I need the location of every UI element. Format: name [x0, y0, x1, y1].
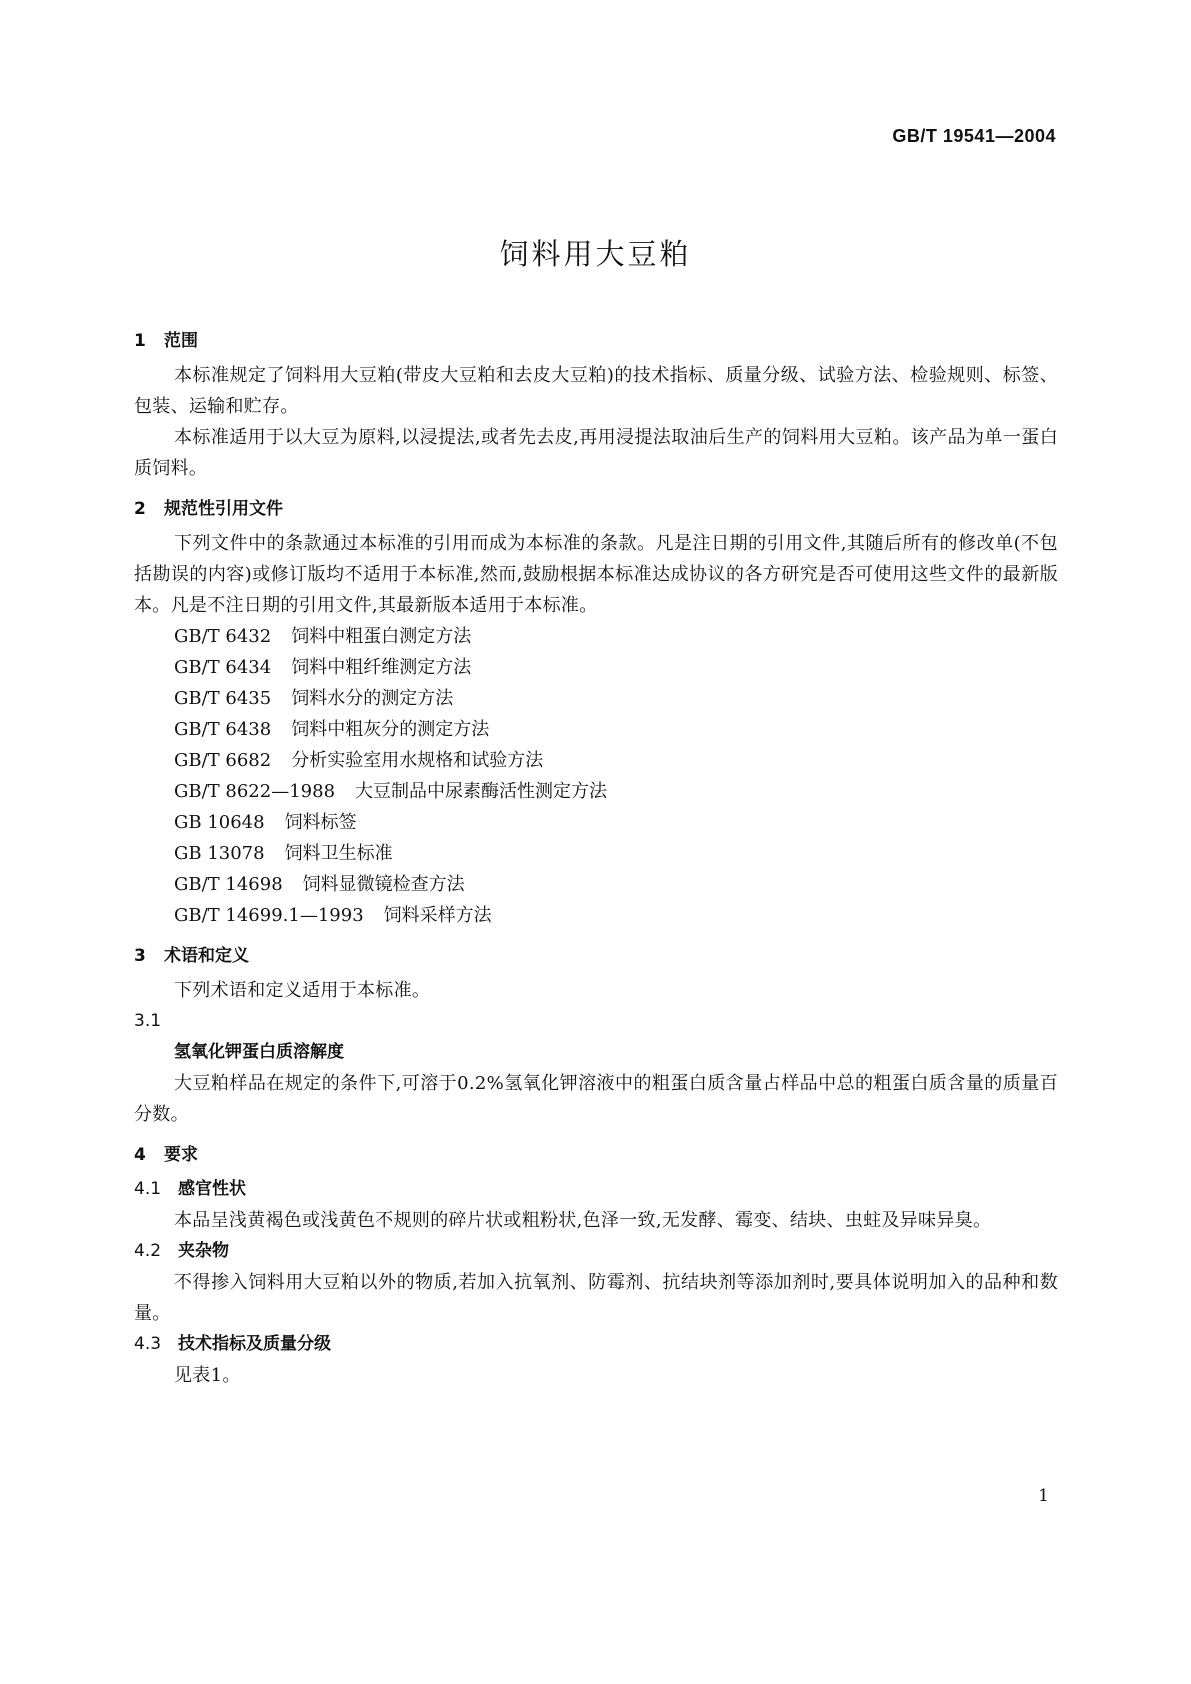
- subsection-title: 技术指标及质量分级: [178, 1334, 331, 1354]
- reference-code: GB/T 6434: [174, 657, 272, 678]
- reference-code: GB 10648: [174, 812, 265, 833]
- reference-item: [134, 683, 1058, 714]
- reference-code: GB/T 6438: [174, 719, 272, 740]
- reference-title: 饲料卫生标准: [284, 843, 393, 864]
- reference-code: GB/T 6432: [174, 626, 272, 647]
- section-number: 4: [134, 1145, 146, 1165]
- reference-title: 大豆制品中尿素酶活性测定方法: [355, 781, 608, 802]
- standard-code: GB/T 19541—2004: [892, 126, 1056, 146]
- section-1-heading: [134, 322, 1058, 360]
- reference-item: [134, 714, 1058, 745]
- reference-code: GB/T 14698: [174, 874, 283, 895]
- section-number: 2: [134, 499, 146, 519]
- term-definition: 大豆粕样品在规定的条件下,可溶于0.2%氢氧化钾溶液中的粗蛋白质含量占样品中总的粗蛋白质含量的质量百分数。: [134, 1073, 1058, 1125]
- reference-code: GB/T 6435: [174, 688, 272, 709]
- reference-title: 饲料标签: [284, 812, 357, 833]
- section-title: 规范性引用文件: [164, 499, 283, 519]
- reference-code: GB/T 8622—1988: [174, 781, 336, 802]
- subsection-number: 4.3: [134, 1334, 162, 1354]
- section-title: 要求: [164, 1145, 198, 1165]
- subsection-4-3-heading: [134, 1329, 1058, 1360]
- section-3-heading: [134, 937, 1058, 975]
- reference-title: 饲料显微镜检查方法: [302, 874, 465, 895]
- reference-title: 分析实验室用水规格和试验方法: [291, 750, 544, 771]
- reference-item: [134, 776, 1058, 807]
- reference-code: GB/T 14699.1—1993: [174, 905, 364, 926]
- subsection-number: 4.1: [134, 1179, 162, 1199]
- reference-title: 饲料中粗纤维测定方法: [291, 657, 472, 678]
- reference-code: GB 13078: [174, 843, 265, 864]
- document-body: [134, 322, 1058, 1391]
- paragraph: 下列文件中的条款通过本标准的引用而成为本标准的条款。凡是注日期的引用文件,其随后所有的修改单(不包括勘误的内容)或修订版均不适用于本标准,然而,鼓励根据本标准达成协议的各方研究是否可使用这些文件的最新版本。凡是不注日期的引用文件,其最新版本适用于本标准。: [134, 533, 1058, 616]
- subsection-4-2-heading: [134, 1236, 1058, 1267]
- section-2-heading: [134, 490, 1058, 528]
- subsection-number: 4.2: [134, 1241, 162, 1261]
- subsection-title: 感官性状: [178, 1179, 246, 1199]
- document-title: 饲料用大豆粕: [499, 237, 692, 271]
- term-name: 氢氧化钾蛋白质溶解度: [174, 1042, 344, 1062]
- reference-code: GB/T 6682: [174, 750, 272, 771]
- section-4-heading: [134, 1136, 1058, 1174]
- section-title: 范围: [164, 331, 198, 351]
- section-title: 术语和定义: [164, 946, 249, 966]
- paragraph: 下列术语和定义适用于本标准。: [174, 980, 431, 1001]
- paragraph: 见表1。: [174, 1365, 241, 1386]
- section-number: 1: [134, 331, 146, 351]
- section-number: 3: [134, 946, 146, 966]
- reference-title: 饲料中粗蛋白测定方法: [291, 626, 472, 647]
- reference-item: [134, 807, 1058, 838]
- paragraph: 本标准规定了饲料用大豆粕(带皮大豆粕和去皮大豆粕)的技术指标、质量分级、试验方法、检验规则、标签、包装、运输和贮存。: [134, 365, 1058, 417]
- paragraph: 不得掺入饲料用大豆粕以外的物质,若加入抗氧剂、防霉剂、抗结块剂等添加剂时,要具体说明加入的品种和数量。: [134, 1272, 1058, 1324]
- reference-item: [134, 838, 1058, 869]
- reference-item: [134, 900, 1058, 931]
- reference-title: 饲料水分的测定方法: [291, 688, 454, 709]
- page-number: 1: [1038, 1486, 1049, 1506]
- reference-item: [134, 745, 1058, 776]
- reference-title: 饲料采样方法: [383, 905, 492, 926]
- paragraph: 本标准适用于以大豆为原料,以浸提法,或者先去皮,再用浸提法取油后生产的饲料用大豆粕。该产品为单一蛋白质饲料。: [134, 427, 1058, 479]
- reference-item: [134, 869, 1058, 900]
- reference-item: [134, 652, 1058, 683]
- subsection-title: 夹杂物: [178, 1241, 229, 1261]
- paragraph: 本品呈浅黄褐色或浅黄色不规则的碎片状或粗粉状,色泽一致,无发酵、霉变、结块、虫蛀及异味异臭。: [174, 1210, 992, 1231]
- reference-title: 饲料中粗灰分的测定方法: [291, 719, 490, 740]
- reference-item: [134, 621, 1058, 652]
- subsection-number: 3.1: [134, 1011, 162, 1031]
- subsection-4-1-heading: [134, 1174, 1058, 1205]
